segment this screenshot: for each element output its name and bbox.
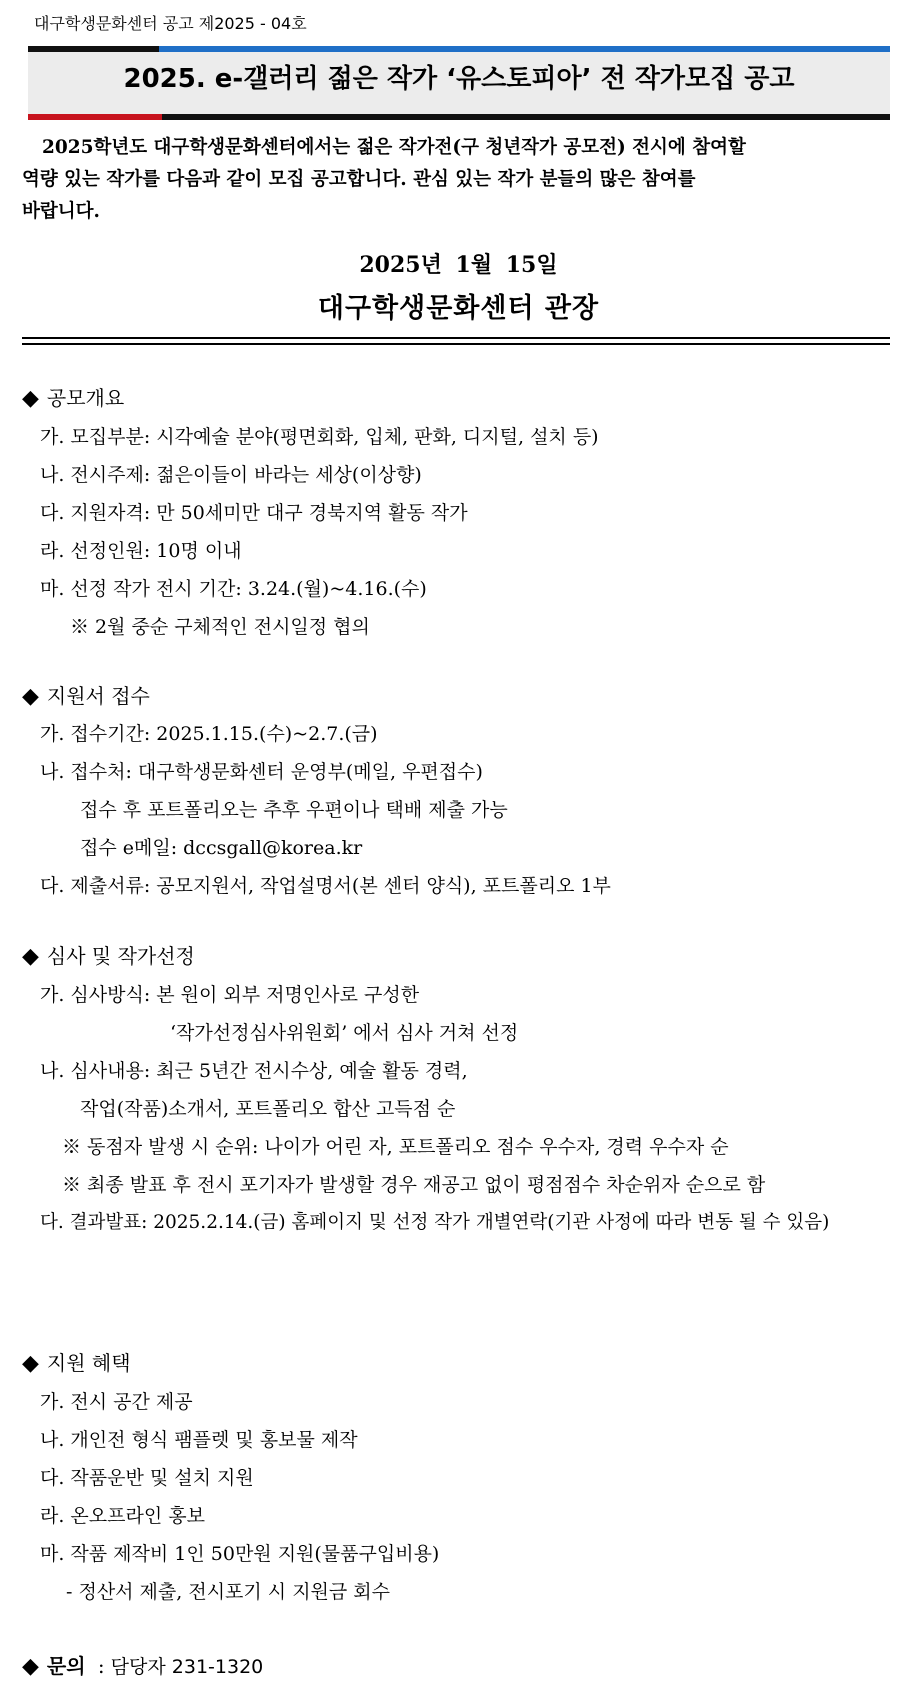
list-item: 가. 전시 공간 제공 bbox=[40, 1391, 193, 1413]
list-item: 다. 결과발표: 2025.2.14.(금) 홈페이지 및 선정 작가 개별연락(기관 사정에 따라 변동 될 수 있음) bbox=[40, 1212, 830, 1233]
list-item: 다. 지원자격: 만 50세미만 대구 경북지역 활동 작가 bbox=[40, 502, 468, 524]
list-item: 라. 온오프라인 홍보 bbox=[40, 1505, 205, 1527]
title-bar-top-right bbox=[159, 46, 890, 52]
contact-phone: 담당자 231-1320 bbox=[110, 1656, 264, 1678]
list-item: 가. 모집부분: 시각예술 분야(평면회화, 입체, 판화, 디지털, 설치 등) bbox=[40, 426, 599, 448]
section-heading-overview bbox=[22, 382, 124, 411]
page-title: 2025. e-갤러리 젊은 작가 ‘유스토피아’ 전 작가모집 공고 bbox=[123, 64, 795, 94]
list-item: 나. 접수처: 대구학생문화센터 운영부(메일, 우편접수) bbox=[40, 761, 483, 783]
list-item: 가. 심사방식: 본 원이 외부 저명인사로 구성한 bbox=[40, 984, 420, 1006]
list-item: ‘작가선정심사위원회’ 에서 심사 거쳐 선정 bbox=[170, 1022, 519, 1044]
contact-separator: : bbox=[97, 1654, 105, 1678]
list-item: 접수 후 포트폴리오는 추후 우편이나 택배 제출 가능 bbox=[80, 799, 508, 821]
diamond-icon: ◆ bbox=[22, 944, 39, 969]
organization-name: 대구학생문화센터 관장 bbox=[317, 293, 600, 324]
divider-line bbox=[22, 337, 890, 339]
intro-paragraph bbox=[22, 132, 898, 228]
note-item: - 정산서 제출, 전시포기 시 지원금 회수 bbox=[66, 1581, 391, 1603]
note-item: ※ 최종 발표 후 전시 포기자가 발생할 경우 재공고 없이 평점점수 차순위자 순으로 함 bbox=[62, 1174, 766, 1196]
contact-title: 문의 bbox=[46, 1654, 86, 1678]
list-item: 작업(작품)소개서, 포트폴리오 합산 고득점 순 bbox=[80, 1098, 456, 1120]
title-bar-top-left bbox=[28, 46, 159, 52]
note-item: ※ 동점자 발생 시 순위: 나이가 어린 자, 포트폴리오 점수 우수자, 경력 우수자 순 bbox=[62, 1136, 729, 1158]
section-title: 공모개요 bbox=[46, 386, 125, 410]
list-item: 마. 선정 작가 전시 기간: 3.24.(월)~4.16.(수) bbox=[40, 578, 427, 600]
diamond-icon: ◆ bbox=[22, 1351, 39, 1376]
list-item: 나. 개인전 형식 팸플렛 및 홍보물 제작 bbox=[40, 1429, 358, 1451]
announcement-date: 2025년 1월 15일 bbox=[359, 252, 558, 278]
section-title: 지원 혜택 bbox=[46, 1351, 131, 1375]
diamond-icon: ◆ bbox=[22, 684, 39, 709]
list-item: 마. 작품 제작비 1인 50만원 지원(물품구입비용) bbox=[40, 1543, 440, 1565]
section-heading-application bbox=[22, 680, 150, 709]
list-item: 라. 선정인원: 10명 이내 bbox=[40, 540, 242, 562]
list-item: 다. 제출서류: 공모지원서, 작업설명서(본 센터 양식), 포트폴리오 1부 bbox=[40, 875, 611, 897]
email-line: 접수 e메일: dccsgall@korea.kr bbox=[80, 837, 363, 859]
divider-line bbox=[22, 343, 890, 345]
intro-line-3: 바랍니다. bbox=[22, 201, 100, 222]
list-item: 나. 전시주제: 젊은이들이 바라는 세상(이상향) bbox=[40, 464, 422, 486]
title-bar-bottom-right bbox=[162, 114, 890, 120]
note-item: ※ 2월 중순 구체적인 전시일정 협의 bbox=[70, 616, 370, 638]
section-heading-benefits bbox=[22, 1347, 131, 1376]
contact-line bbox=[22, 1650, 263, 1679]
diamond-icon: ◆ bbox=[22, 386, 39, 411]
section-heading-review bbox=[22, 940, 195, 969]
list-item: 다. 작품운반 및 설치 지원 bbox=[40, 1467, 254, 1489]
list-item: 나. 심사내용: 최근 5년간 전시수상, 예술 활동 경력, bbox=[40, 1060, 468, 1082]
list-item: 가. 접수기간: 2025.1.15.(수)~2.7.(금) bbox=[40, 723, 378, 745]
section-title: 심사 및 작가선정 bbox=[46, 944, 195, 968]
diamond-icon: ◆ bbox=[22, 1654, 39, 1679]
intro-line-2: 역량 있는 작가를 다음과 같이 모집 공고합니다. 관심 있는 작가 분들의 많은 참여를 bbox=[22, 169, 696, 190]
notice-number: 대구학생문화센터 공고 제2025 - 04호 bbox=[34, 14, 307, 33]
intro-line-1: 2025학년도 대구학생문화센터에서는 젊은 작가전(구 청년작가 공모전) 전시에 참여할 bbox=[42, 137, 746, 158]
section-title: 지원서 접수 bbox=[46, 684, 150, 708]
title-bar-bottom-left bbox=[28, 114, 162, 120]
